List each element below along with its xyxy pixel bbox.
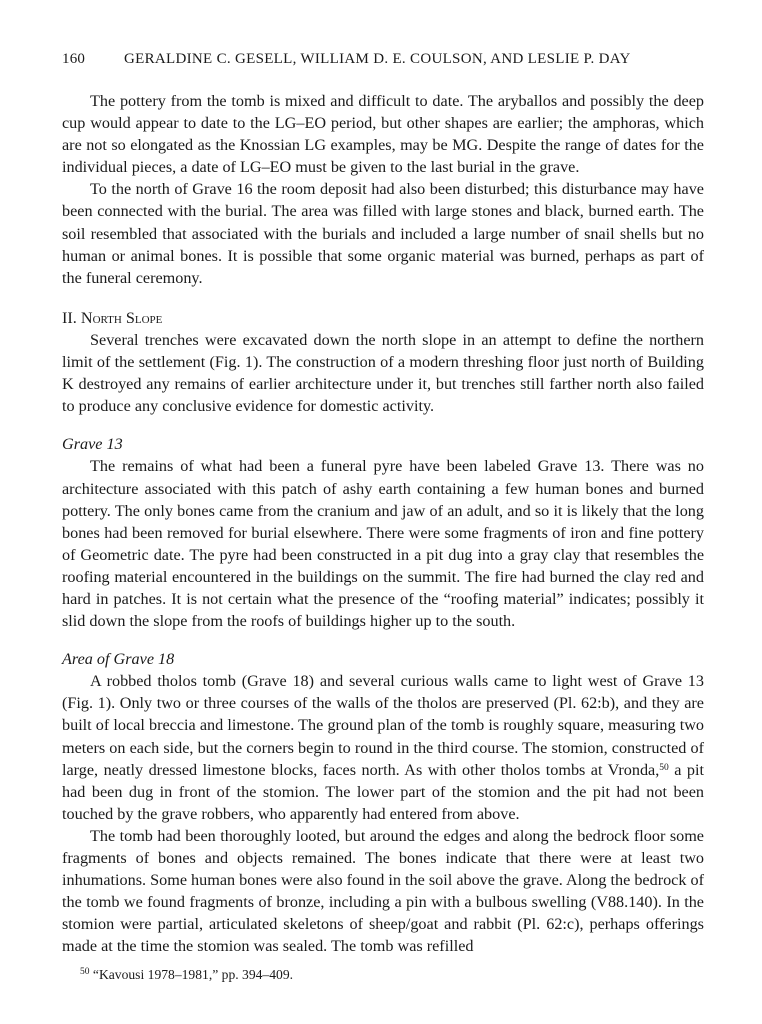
footnote-text: “Kavousi 1978–1981,” pp. 394–409. [92,967,294,982]
running-head-authors: GERALDINE C. GESELL, WILLIAM D. E. COULSON, AND LESLIE P. DAY [124,51,631,67]
page [62,49,704,982]
page-number: 160 [62,51,86,67]
subheading-area-of-grave-18: Area of Grave 18 [62,650,175,669]
paragraph-grave-18-looted: The tomb had been thoroughly looted, but around the edges and along the bedrock floor some fragments of bones and objects remained. The bones indicate that there were at least two inhumations. Some human bones were also found in the soil above the grave. Along the bedrock of the tomb we found fragments of bronze, including a pin with a bulbous swelling (V88.140). In the stomion were partial, articulated skeletons of sheep/goat and rabbit (Pl. 62:c), perhaps offerings made at the time the stomion was sealed. The tomb was refilled [62,826,704,956]
footnote [80,966,293,984]
paragraph-grave-18-tholos [62,670,704,825]
paragraph-grave16-deposit: To the north of Grave 16 the room deposit had also been disturbed; this disturbance may have been connected with the burial. The area was filled with large stones and black, burned earth. The soil resembled that associated with the burials and included a large number of snail shells but no human or animal bones. It is possible that some organic material was burned, perhaps as part of the funeral ceremony. [62,180,704,287]
paragraph-pottery: The pottery from the tomb is mixed and difficult to date. The aryballos and possibly the deep cup would appear to date to the LG–EO period, but other shapes are earlier; the amphoras, which are not so elongated as the Knossian LG examples, may be MG. Despite the range of dates for the individual pieces, a date of LG–EO must be given to the last burial in the grave. [62,92,704,177]
section-number: II. [62,308,77,327]
section-heading-north-slope [62,307,704,329]
paragraph-text: A robbed tholos tomb (Grave 18) and several curious walls came to light west of Grave 13 (Fig. 1). Only two or three courses of the walls of the tholos are preserved (Pl. 62:b), and they are built of local breccia and limestone. The ground plan of the tomb is roughly square, measuring two meters on each side, but the corners begin to round in the third course. The stomion, constructed of large, neatly dressed limestone blocks, faces north. As with other tholos tombs at Vronda, [62,672,704,779]
paragraph-north-slope: Several trenches were excavated down the north slope in an attempt to define the northern limit of the settlement (Fig. 1). The construction of a modern threshing floor just north of Building K destroyed any remains of earlier architecture under it, but trenches still farther north also failed to produce any conclusive evidence for domestic activity. [62,330,704,416]
subheading-grave-13: Grave 13 [62,435,123,454]
section-title: North Slope [80,308,163,327]
footnote-number: 50 [80,967,90,977]
running-head [62,49,704,69]
footnote-reference[interactable]: 50 [659,762,669,773]
paragraph-grave-13: The remains of what had been a funeral pyre have been labeled Grave 13. There was no architecture associated with this patch of ashy earth containing a few human bones and burned pottery. The only bones came from the cranium and jaw of an adult, and so it is likely that the long bones had been removed for burial elsewhere. There were some fragments of iron and fine pottery of Geometric date. The pyre had been constructed in a pit dug into a gray clay that resembles the roofing material encountered in the buildings on the summit. The fire had burned the clay red and hard in patches. It is not certain what the presence of the “roofing material” indicates; possibly it slid down the slope from the roofs of buildings higher up to the south. [62,457,704,631]
paragraph-text: a pit had been dug in front of the stomion. The lower part of the stomion and the pit had not been touched by the grave robbers, who apparently had entered from above. [62,760,704,823]
